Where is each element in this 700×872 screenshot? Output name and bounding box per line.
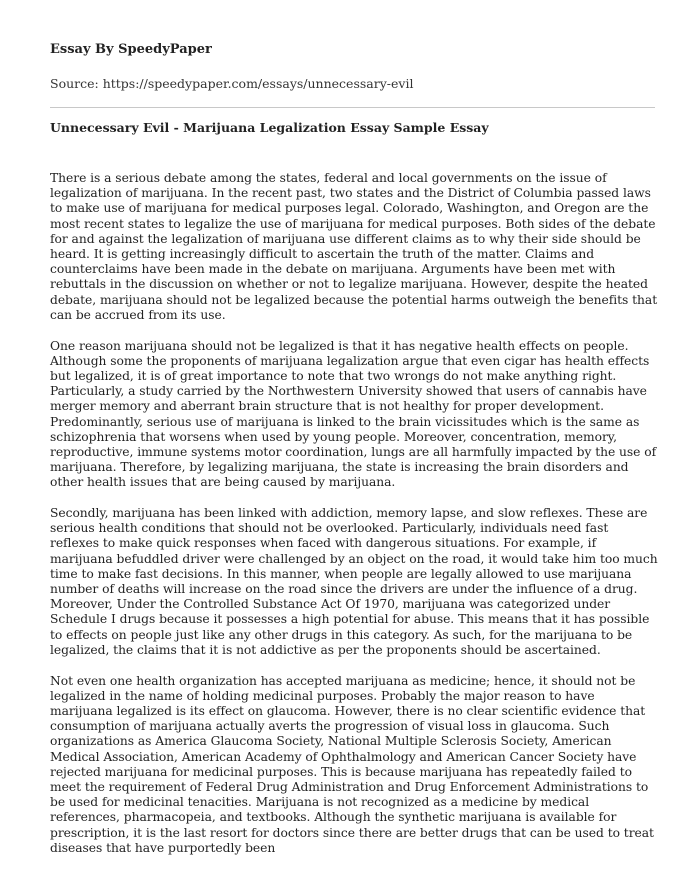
paragraph: Secondly, marijuana has been linked with addiction, memory lapse, and slow reflexes. These are serious health conditions that should not be overlooked. Particularly, individuals need fast reflexes to make quick responses when faced with dangerous situations. For example, if marijuana befuddled driver were challenged by an object on the road, it would take him too much time to make fast decisions. In this manner, when people are legally allowed to use marijuana number of deaths will increase on the road since the drivers are under the influence of a drug. Moreover, Under the Controlled Substance Act Of 1970, marijuana was categorized under Schedule I drugs because it possesses a high potential for abuse. This means that it has possible to effects on people just like any other drugs in this category. As such, for the marijuana to be legalized, the claims that it is not addictive as per the proponents should be ascertained.: [50, 506, 658, 657]
essay-title: Unnecessary Evil - Marijuana Legalization Essay Sample Essay: [50, 120, 489, 135]
paragraph: Not even one health organization has accepted marijuana as medicine; hence, it should not be legalized in the name of holding medicinal purposes. Probably the major reason to have marijuana legalized is its effect on glaucoma. However, there is no clear scientific evidence that consumption of marijuana actually averts the progression of visual loss in glaucoma. Such organizations as America Glaucoma Society, National Multiple Sclerosis Society, American Medical Association, American Academy of Ophthalmology and American Cancer Society have rejected marijuana for medicinal purposes. This is because marijuana has repeatedly failed to meet the requirement of Federal Drug Administration and Drug Enforcement Administrations to be used for medicinal tenacities. Marijuana is not recognized as a medicine by medical references, pharmacopeia, and textbooks. Although the synthetic marijuana is available for prescription, it is the last resort for doctors since there are better drugs that can be used to treat diseases that have purportedly been: [50, 673, 654, 855]
paragraph: One reason marijuana should not be legalized is that it has negative health effects on people. Although some the proponents of marijuana legalization argue that even cigar has health effects but legalized, it is of great importance to note that two wrongs do not make anything right. Particularly, a study carried by the Northwestern University showed that users of cannabis have merger memory and aberrant brain structure that is not healthy for proper development. Predominantly, serious use of marijuana is linked to the brain vicissitudes which is the same as schizophrenia that worsens when used by young people. Moreover, concentration, memory, reproductive, immune systems motor coordination, lungs are all harmfully impacted by the use of marijuana. Therefore, by legalizing marijuana, the state is increasing the brain disorders and other health issues that are being caused by marijuana.: [50, 338, 657, 490]
document-header-title: Essay By SpeedyPaper: [50, 42, 212, 57]
source-line: Source: https://speedypaper.com/essays/unnecessary-evil: [50, 76, 414, 91]
essay-body: [50, 171, 660, 872]
paragraph: There is a serious debate among the states, federal and local governments on the issue of legalization of marijuana. In the recent past, two states and the District of Columbia passed laws to make use of marijuana for medical purposes legal. Colorado, Washington, and Oregon are the most recent states to legalize the use of marijuana for medical purposes. Both sides of the debate for and against the legalization of marijuana use different claims as to why their side should be heard. It is getting increasingly difficult to ascertain the truth of the matter. Claims and counterclaims have been made in the debate on marijuana. Arguments have been met with rebuttals in the discussion on whether or not to legalize marijuana. However, despite the heated debate, marijuana should not be legalized because the potential harms outweigh the benefits that can be accrued from its use.: [50, 171, 658, 322]
header-divider: [50, 107, 655, 108]
